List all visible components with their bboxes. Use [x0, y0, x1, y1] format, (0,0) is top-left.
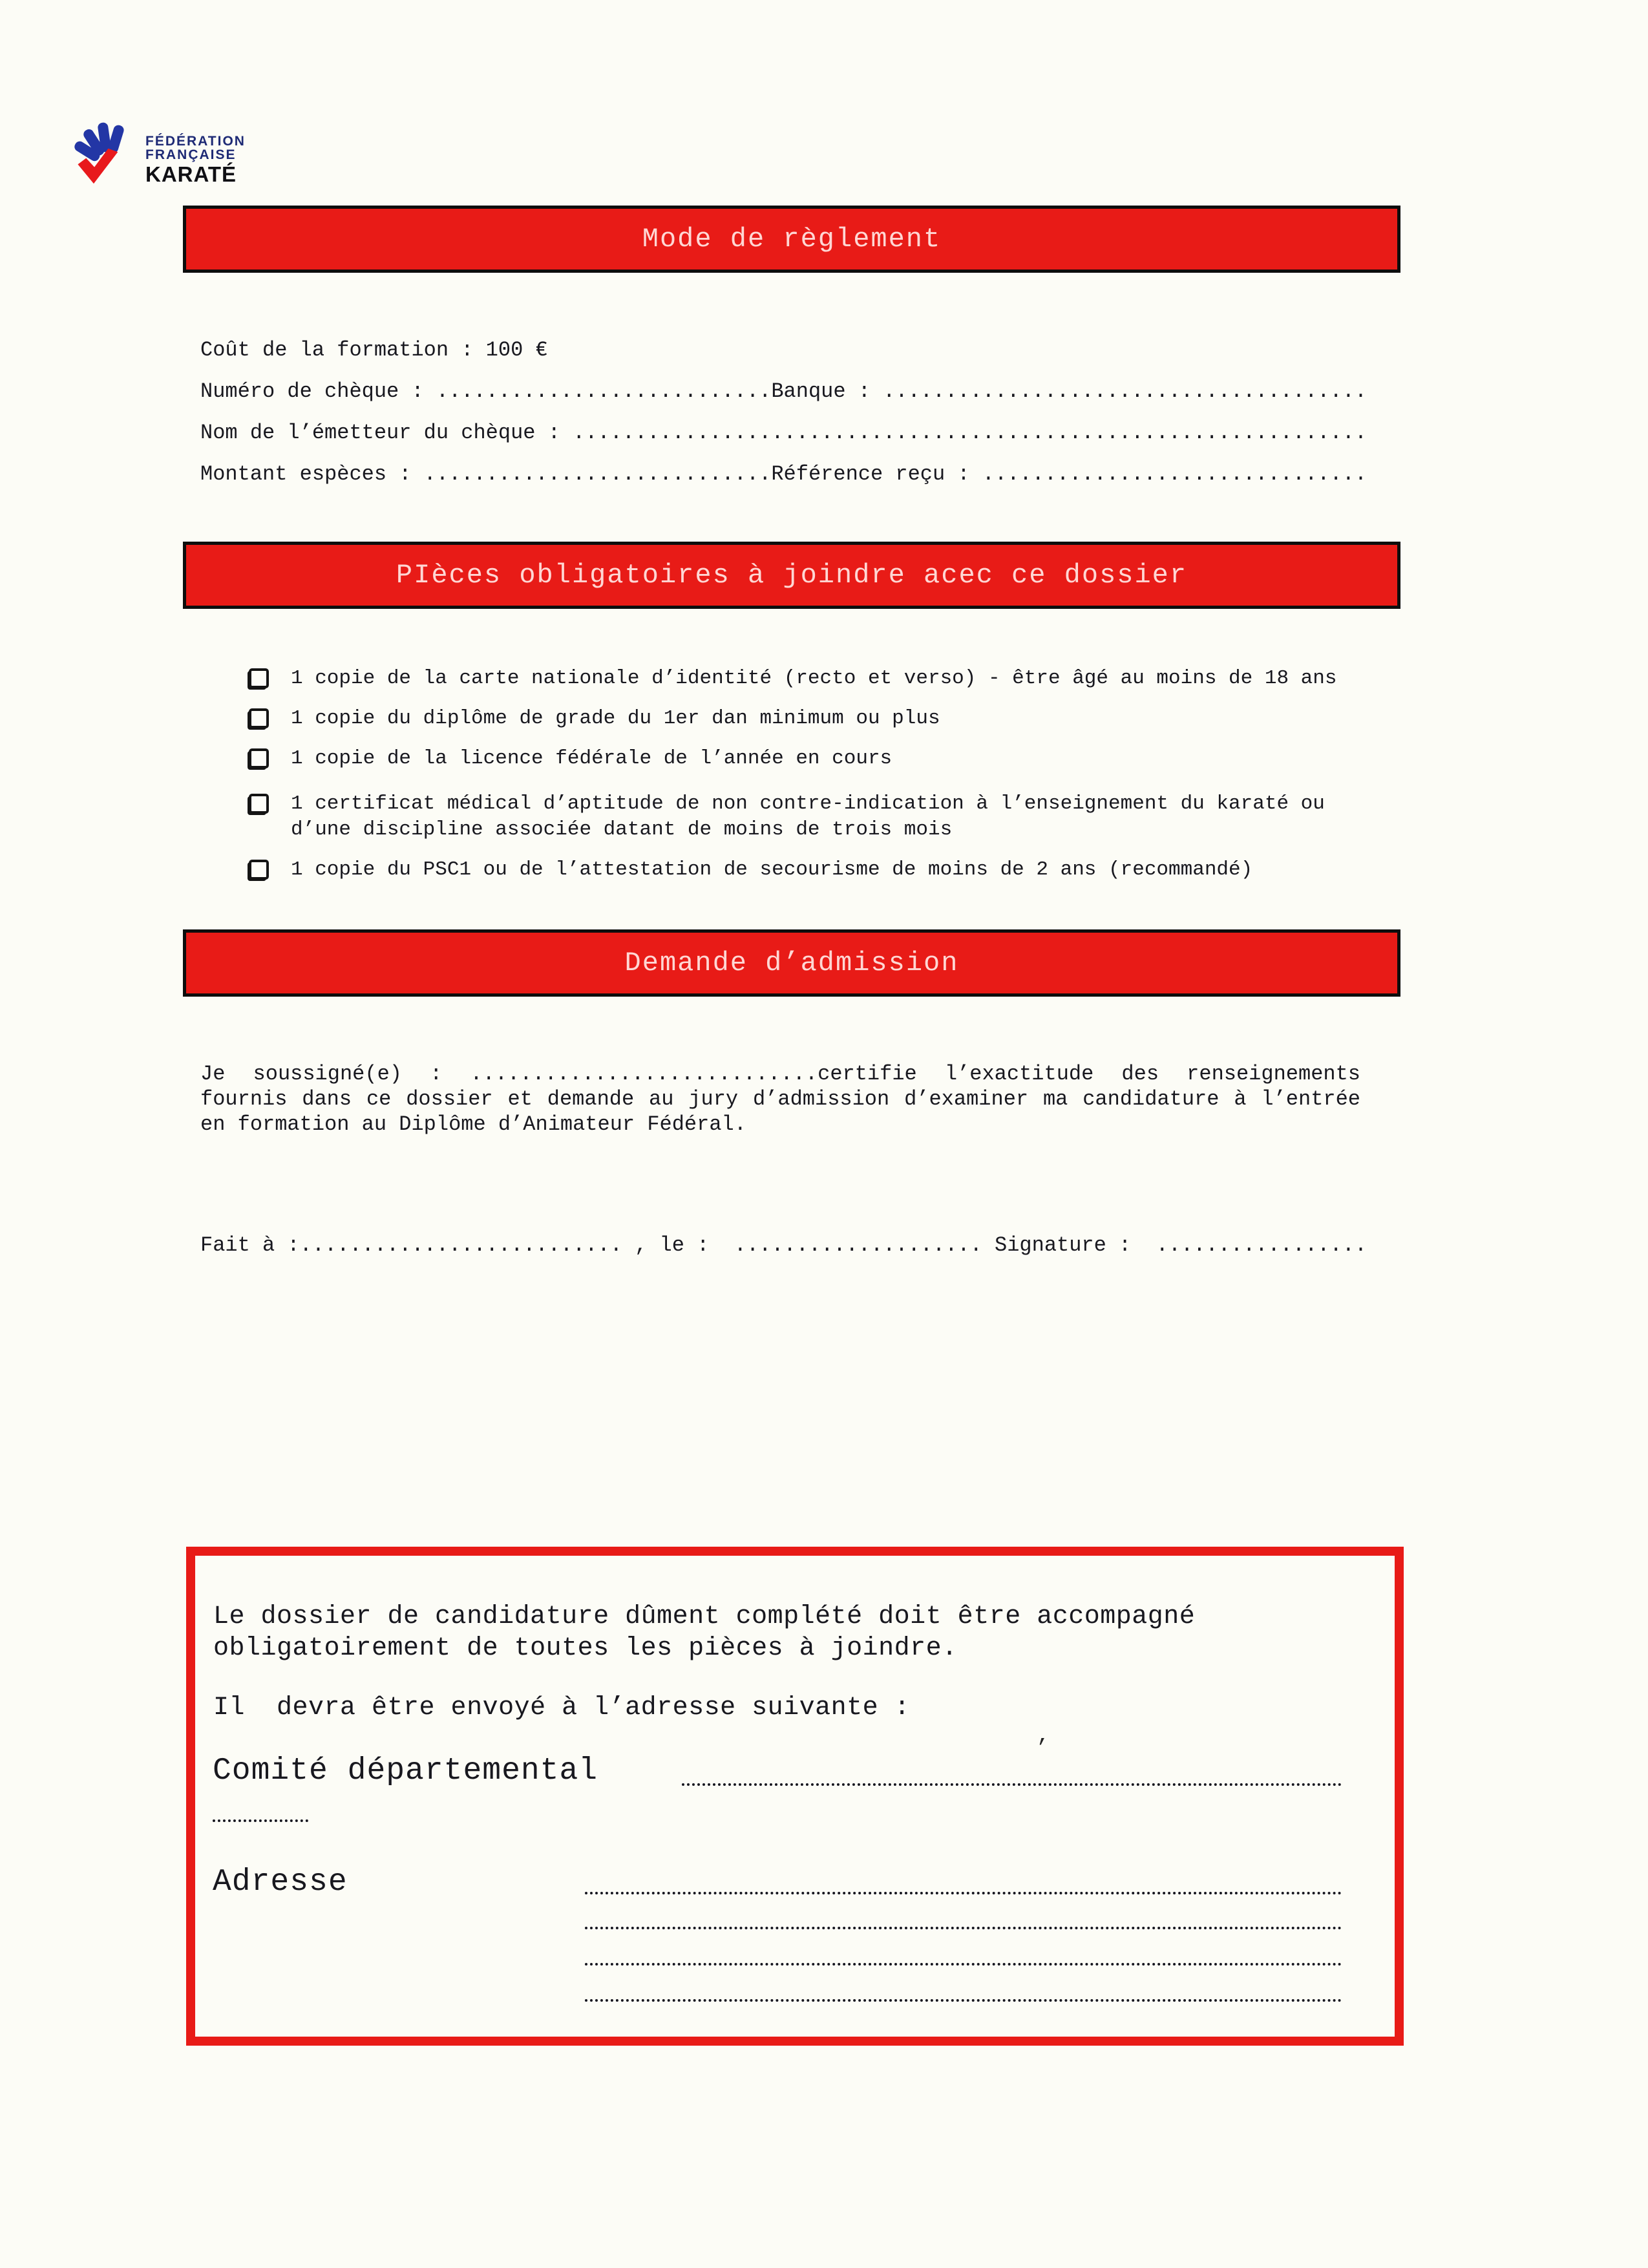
declaration-paragraph: Je soussigné(e) : ............................certifie l’exactitude des renseignements fournis dans ce dossier et demande au jury d’admission d’examiner ma candidature à l’entrée en formation au Diplôme d’Animateur Fédéral.	[200, 1062, 1360, 1136]
required-document-item: 1 certificat médical d’aptitude de non contre-indication à l’enseignement du karaté ou d’une discipline associée datant de moins de trois mois	[291, 792, 1325, 841]
logo-line-francaise: FRANÇAISE	[145, 147, 237, 162]
dossier-notice-text: Le dossier de candidature dûment complété doit être accompagné obligatoirement de toutes les pièces à joindre.	[213, 1602, 1196, 1663]
logo-line-karate: KARATÉ	[145, 162, 237, 186]
date-signature-line: Fait à :.......................... , le : .................... Signature : .................	[200, 1233, 1368, 1257]
banner-demande-admission-title: Demande d’admission	[624, 948, 959, 979]
ffk-logo	[68, 120, 246, 193]
required-document-item: 1 copie de la carte nationale d’identité (recto et verso) - être âgé au moins de 18 ans	[291, 667, 1337, 690]
required-document-item: 1 copie du PSC1 ou de l’attestation de secourisme de moins de 2 ans (recommandé)	[291, 858, 1253, 881]
required-document-item: 1 copie de la licence fédérale de l’année en cours	[291, 747, 893, 770]
stray-scan-mark: ’	[1035, 1737, 1049, 1761]
banner-mode-de-reglement	[183, 206, 1400, 273]
send-to-address-text: Il devra être envoyé à l’adresse suivante :	[213, 1693, 911, 1722]
cheque-emitter-line: Nom de l’émetteur du chèque : ................................................................	[200, 421, 1368, 445]
cost-of-training-line: Coût de la formation : 100 €	[200, 338, 548, 362]
cash-amount-line: Montant espèces : ............................Référence reçu : ...............................	[200, 462, 1368, 486]
required-document-item: 1 copie du diplôme de grade du 1er dan minimum ou plus	[291, 707, 940, 730]
banner-demande-admission	[183, 929, 1400, 997]
logo-line-federation: FÉDÉRATION	[145, 134, 246, 149]
checkbox-icon	[249, 708, 269, 728]
checkbox-icon	[249, 748, 269, 768]
ffk-logo-icon	[68, 120, 140, 193]
checkbox-icon	[249, 794, 269, 814]
address-fill-line	[585, 1999, 1342, 2002]
cheque-number-line: Numéro de chèque : ...........................Banque : .......................................	[200, 379, 1368, 403]
address-fill-line	[585, 1892, 1342, 1894]
committee-fill-line-short	[213, 1819, 308, 1822]
banner-mode-de-reglement-title: Mode de règlement	[642, 224, 942, 255]
address-label: Adresse	[213, 1865, 348, 1900]
banner-pieces-obligatoires	[183, 542, 1400, 609]
committee-label: Comité départemental	[213, 1754, 598, 1788]
checkbox-icon	[249, 668, 269, 688]
banner-pieces-obligatoires-title: PIèces obligatoires à joindre acec ce dossier	[396, 560, 1188, 591]
address-fill-line	[585, 1963, 1342, 1966]
checkbox-icon	[249, 860, 269, 880]
mailing-address-box	[186, 1547, 1404, 2046]
ffk-logo-text	[145, 120, 246, 193]
committee-fill-line	[682, 1783, 1342, 1786]
address-fill-line	[585, 1927, 1342, 1929]
